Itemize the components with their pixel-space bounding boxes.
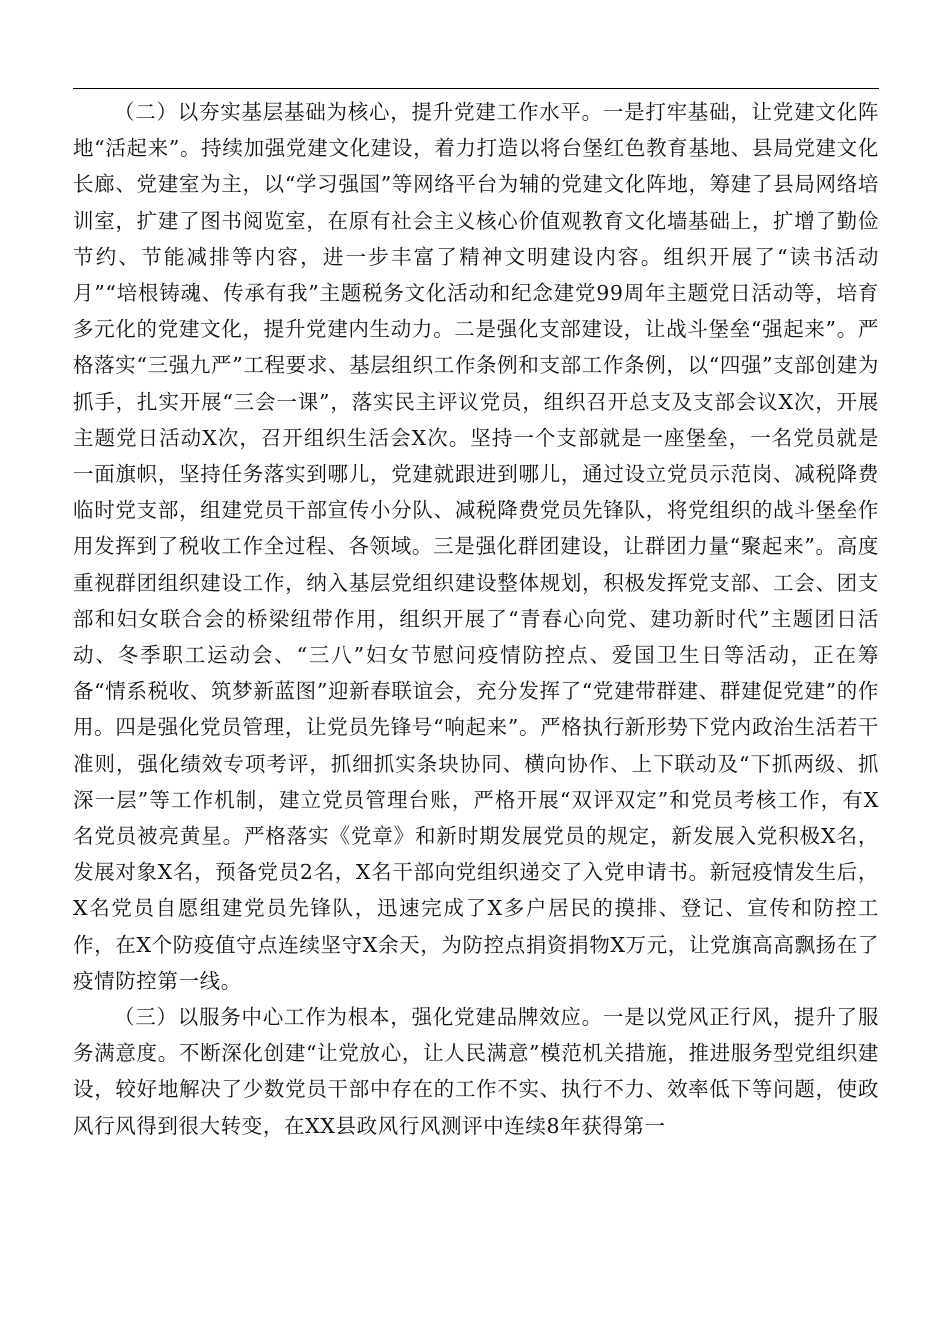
document-body bbox=[73, 94, 879, 1144]
paragraph-section-three: （三）以服务中心工作为根本，强化党建品牌效应。一是以党风正行风，提升了服务满意度。不断深化创建“让党放心，让人民满意”模范机关措施，推进服务型党组织建设，较好地解决了少数党员干部中存在的工作不实、执行不力、效率低下等问题，使政风行风得到很大转变，在XX县政风行风测评中连续8年获得第一 bbox=[73, 1005, 879, 1138]
header-rule bbox=[73, 88, 879, 89]
paragraph-section-two: （二）以夯实基层基础为核心，提升党建工作水平。一是打牢基础，让党建文化阵地“活起来”。持续加强党建文化建设，着力打造以将台堡红色教育基地、县局党建文化长廊、党建室为主，以“学习强国”等网络平台为辅的党建文化阵地，筹建了县局网络培训室，扩建了图书阅览室，在原有社会主义核心价值观教育文化墙基础上，扩增了勤俭节约、节能减排等内容，进一步丰富了精神文明建设内容。组织开展了“读书活动月”“培根铸魂、传承有我”主题税务文化活动和纪念建党99周年主题党日活动等，培育多元化的党建文化，提升党建内生动力。二是强化支部建设，让战斗堡垒“强起来”。严格落实“三强九严”工程要求、基层组织工作条例和支部工作条例，以“四强”支部创建为抓手，扎实开展“三会一课”，落实民主评议党员，组织召开总支及支部会议X次，开展主题党日活动X次，召开组织生活会X次。坚持一个支部就是一座堡垒，一名党员就是一面旗帜，坚持任务落实到哪儿，党建就跟进到哪儿，通过设立党员示范岗、减税降费临时党支部，组建党员干部宣传小分队、减税降费党员先锋队，将党组织的战斗堡垒作用发挥到了税收工作全过程、各领域。三是强化群团建设，让群团力量“聚起来”。高度重视群团组织建设工作，纳入基层党组织建设整体规划，积极发挥党支部、工会、团支部和妇女联合会的桥梁纽带作用，组织开展了“青春心向党、建功新时代”主题团日活动、冬季职工运动会、“三八”妇女节慰问疫情防控点、爱国卫生日等活动，正在筹备“情系税收、筑梦新蓝图”迎新春联谊会，充分发挥了“党建带群建、群建促党建”的作用。四是强化党员管理，让党员先锋号“响起来”。严格执行新形势下党内政治生活若干准则，强化绩效专项考评，抓细抓实条块协同、横向协作、上下联动及“下抓两级、抓深一层”等工作机制，建立党员管理台账，严格开展“双评双定”和党员考核工作，有X名党员被亮黄星。严格落实《党章》和新时期发展党员的规定，新发展入党积极X名，发展对象X名，预备党员2名，X名干部向党组织递交了入党申请书。新冠疫情发生后，X名党员自愿组建党员先锋队，迅速完成了X多户居民的摸排、登记、宣传和防控工作，在X个防疫值守点连续坚守X余天，为防控点捐资捐物X万元，让党旗高高飘扬在了疫情防控第一线。 bbox=[73, 100, 879, 993]
